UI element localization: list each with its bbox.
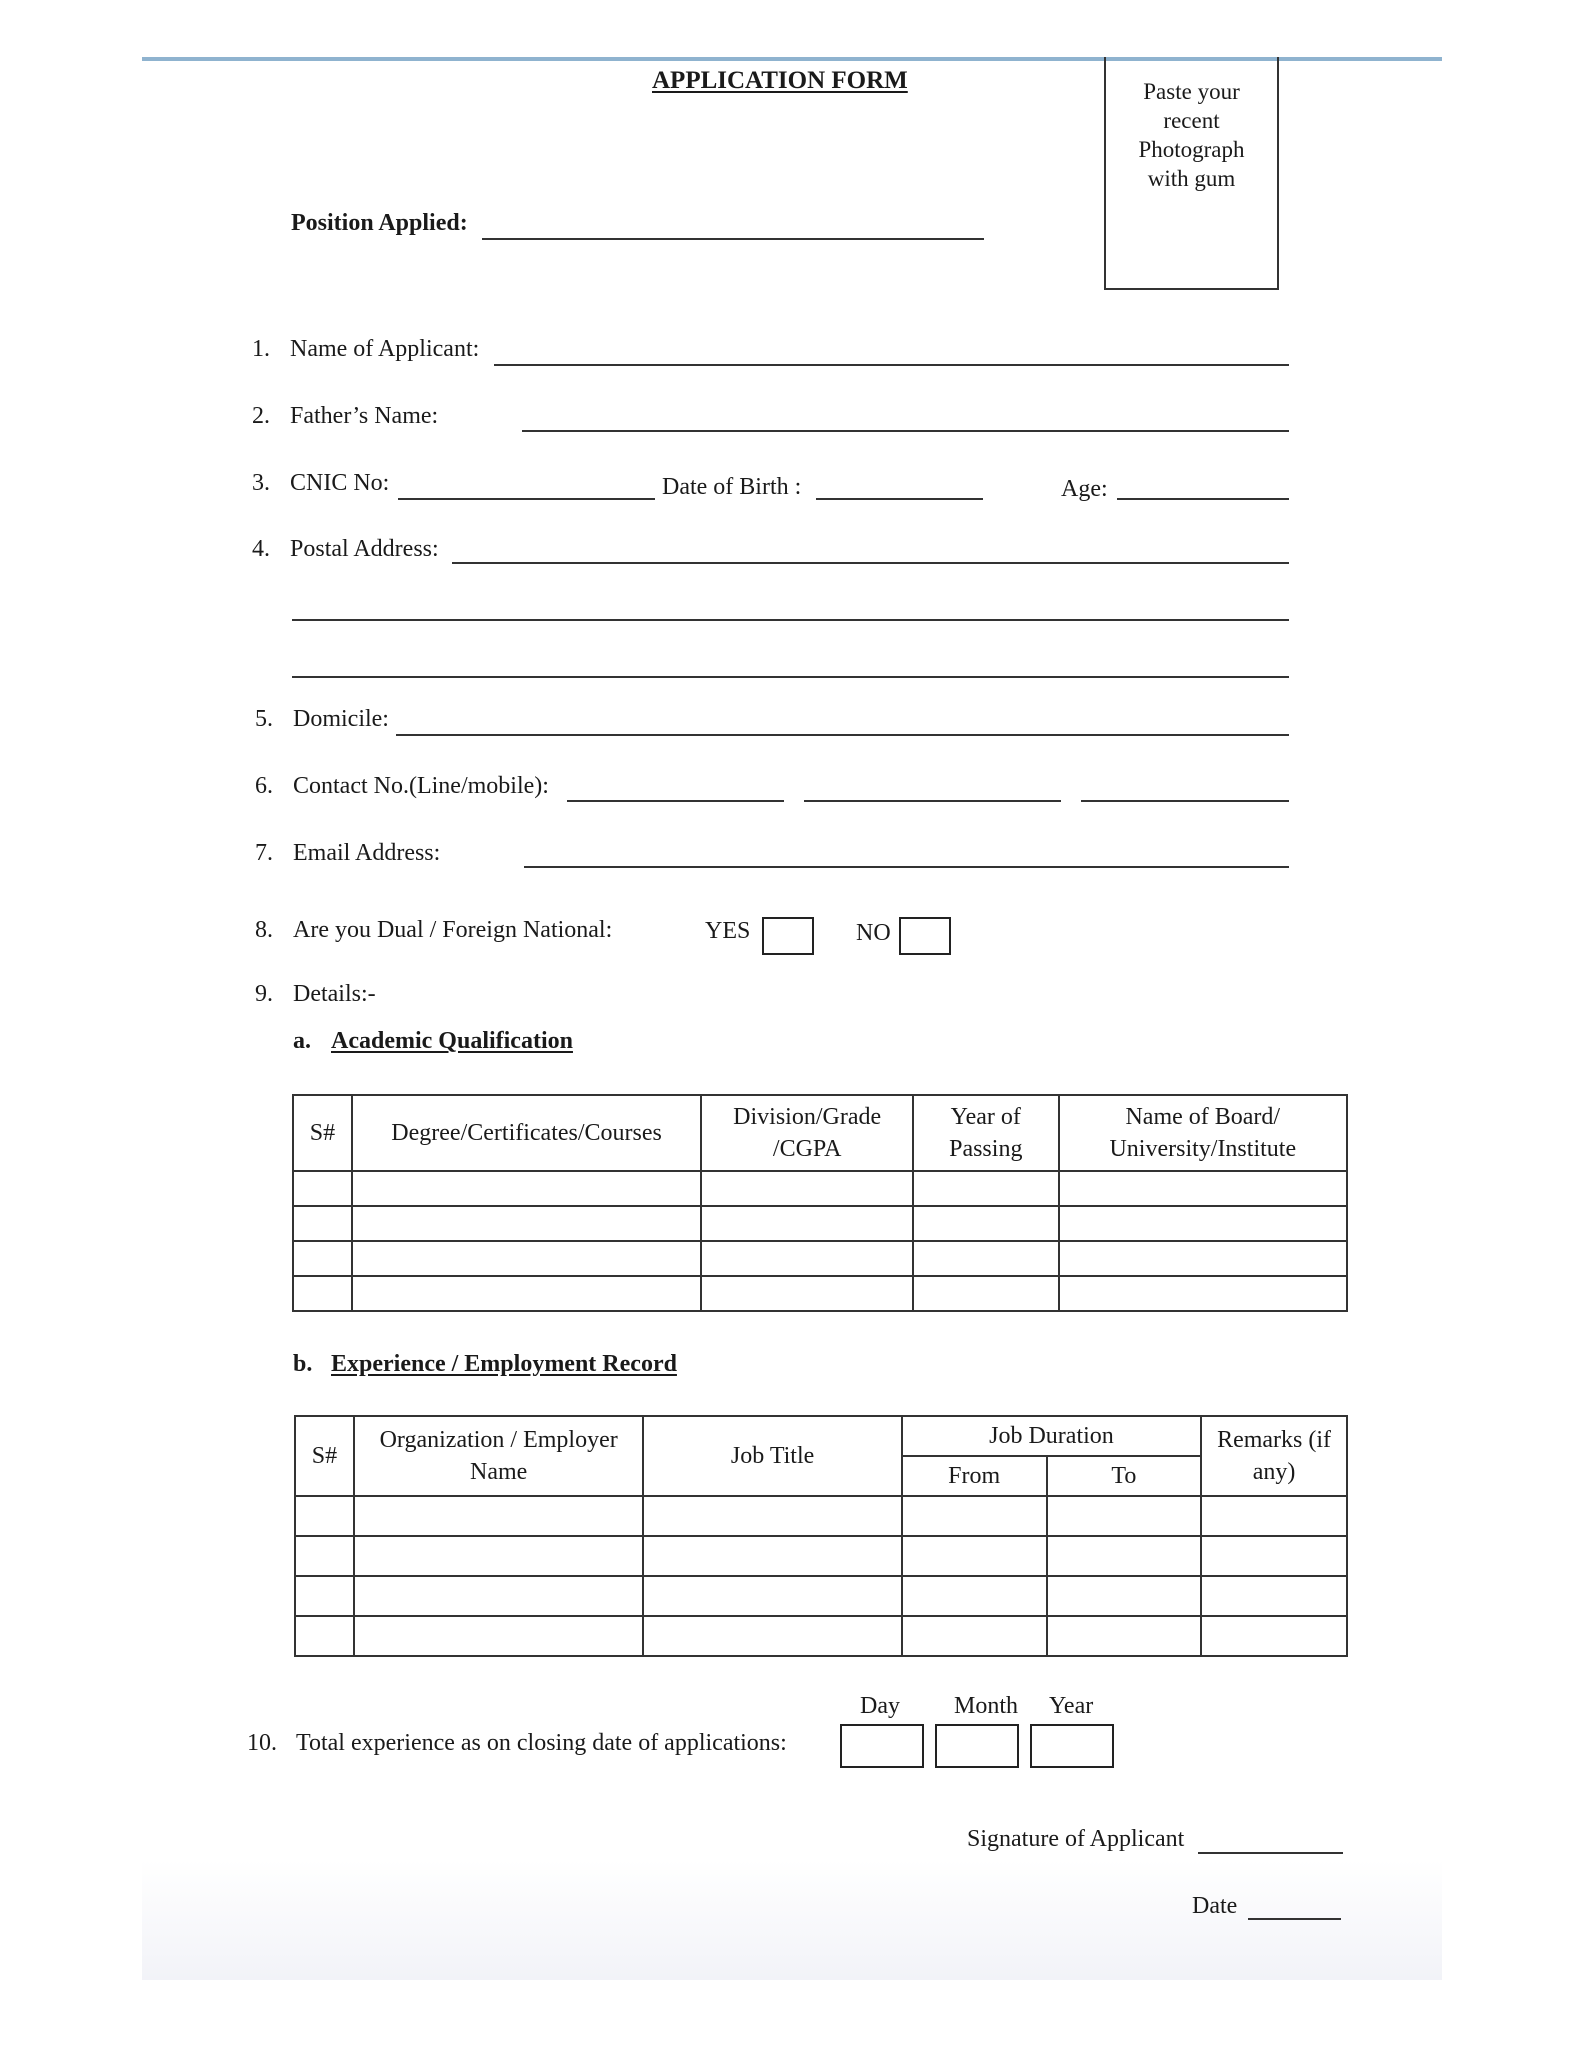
- month-input[interactable]: [935, 1724, 1019, 1768]
- scan-shadow: [142, 1860, 1442, 1980]
- photo-box[interactable]: [1104, 57, 1279, 290]
- academic-letter: a.: [293, 1028, 311, 1054]
- table-cell[interactable]: [643, 1576, 901, 1616]
- remarks-header: Remarks (if any): [1201, 1416, 1347, 1496]
- experience-table: [294, 1415, 1348, 1657]
- table-cell[interactable]: [1047, 1496, 1202, 1536]
- item-number: 8.: [255, 917, 273, 943]
- contact-field[interactable]: [567, 800, 784, 802]
- item-number: 2.: [252, 403, 270, 429]
- table-header-row: [295, 1416, 1347, 1456]
- table-cell[interactable]: [1201, 1496, 1347, 1536]
- table-cell[interactable]: [293, 1171, 352, 1206]
- father-name-label: Father’s Name:: [290, 403, 439, 429]
- table-cell[interactable]: [293, 1276, 352, 1311]
- table-cell[interactable]: [902, 1496, 1047, 1536]
- table-row: [293, 1206, 1347, 1241]
- table-cell[interactable]: [1201, 1536, 1347, 1576]
- yes-checkbox[interactable]: [762, 917, 814, 955]
- table-cell[interactable]: [293, 1241, 352, 1276]
- table-cell[interactable]: [354, 1576, 644, 1616]
- postal-address-field[interactable]: [452, 562, 1289, 564]
- table-cell[interactable]: [701, 1241, 913, 1276]
- postal-address-field[interactable]: [292, 676, 1289, 678]
- table-cell[interactable]: [902, 1576, 1047, 1616]
- dual-national-label: Are you Dual / Foreign National:: [293, 917, 613, 943]
- date-field[interactable]: [1248, 1918, 1341, 1920]
- from-header: From: [902, 1456, 1047, 1496]
- no-label: NO: [856, 920, 891, 946]
- table-header-row: [293, 1095, 1347, 1171]
- cnic-label: CNIC No:: [290, 470, 390, 496]
- job-duration-header: Job Duration: [902, 1416, 1201, 1456]
- table-cell[interactable]: [701, 1276, 913, 1311]
- table-cell[interactable]: [293, 1206, 352, 1241]
- table-row: [293, 1171, 1347, 1206]
- table-cell[interactable]: [295, 1616, 354, 1656]
- table-cell[interactable]: [1059, 1276, 1347, 1311]
- table-cell[interactable]: [701, 1171, 913, 1206]
- form-title: APPLICATION FORM: [652, 67, 908, 94]
- item-number: 5.: [255, 706, 273, 732]
- to-header: To: [1047, 1456, 1202, 1496]
- table-row: [295, 1576, 1347, 1616]
- domicile-field[interactable]: [396, 734, 1289, 736]
- table-cell[interactable]: [354, 1496, 644, 1536]
- position-applied-field[interactable]: [482, 238, 984, 240]
- dob-label: Date of Birth :: [662, 474, 802, 500]
- table-cell[interactable]: [352, 1276, 702, 1311]
- table-cell[interactable]: [1047, 1616, 1202, 1656]
- total-experience-label: Total experience as on closing date of applications:: [296, 1730, 787, 1756]
- table-cell[interactable]: [643, 1616, 901, 1656]
- table-cell[interactable]: [913, 1206, 1059, 1241]
- table-cell[interactable]: [1201, 1616, 1347, 1656]
- item-number: 4.: [252, 536, 270, 562]
- org-header: Organization / Employer Name: [354, 1416, 644, 1496]
- table-cell[interactable]: [352, 1171, 702, 1206]
- table-cell[interactable]: [902, 1616, 1047, 1656]
- age-field[interactable]: [1117, 498, 1289, 500]
- email-field[interactable]: [524, 866, 1289, 868]
- father-name-field[interactable]: [522, 430, 1289, 432]
- postal-address-label: Postal Address:: [290, 536, 439, 562]
- day-label: Day: [860, 1693, 900, 1719]
- cnic-field[interactable]: [398, 498, 655, 500]
- academic-table: [292, 1094, 1348, 1312]
- division-header: Division/Grade /CGPA: [701, 1095, 913, 1171]
- date-label: Date: [1192, 1893, 1238, 1919]
- table-cell[interactable]: [1059, 1171, 1347, 1206]
- day-input[interactable]: [840, 1724, 924, 1768]
- yes-label: YES: [705, 918, 751, 944]
- postal-address-field[interactable]: [292, 619, 1289, 621]
- details-label: Details:-: [293, 981, 376, 1007]
- degree-header: Degree/Certificates/Courses: [352, 1095, 702, 1171]
- contact-label: Contact No.(Line/mobile):: [293, 773, 549, 799]
- table-row: [295, 1536, 1347, 1576]
- item-number: 3.: [252, 470, 270, 496]
- photo-box-line: with gum: [1147, 166, 1236, 191]
- table-cell[interactable]: [913, 1171, 1059, 1206]
- table-cell[interactable]: [1047, 1536, 1202, 1576]
- signature-label: Signature of Applicant: [967, 1826, 1185, 1852]
- board-header: Name of Board/ University/Institute: [1059, 1095, 1347, 1171]
- experience-heading: Experience / Employment Record: [331, 1351, 677, 1377]
- photo-box-line: recent: [1163, 108, 1220, 133]
- table-cell[interactable]: [902, 1536, 1047, 1576]
- table-row: [295, 1496, 1347, 1536]
- experience-letter: b.: [293, 1351, 313, 1377]
- email-label: Email Address:: [293, 840, 441, 866]
- year-label: Year: [1049, 1693, 1094, 1719]
- job-title-header: Job Title: [643, 1416, 901, 1496]
- table-cell[interactable]: [352, 1206, 702, 1241]
- item-number: 10.: [247, 1730, 277, 1756]
- table-cell[interactable]: [643, 1536, 901, 1576]
- sno-header: S#: [293, 1095, 352, 1171]
- year-header: Year of Passing: [913, 1095, 1059, 1171]
- table-cell[interactable]: [352, 1241, 702, 1276]
- table-cell[interactable]: [295, 1496, 354, 1536]
- item-number: 9.: [255, 981, 273, 1007]
- table-cell[interactable]: [701, 1206, 913, 1241]
- month-label: Month: [954, 1693, 1019, 1719]
- no-checkbox[interactable]: [899, 917, 951, 955]
- item-number: 1.: [252, 336, 270, 362]
- academic-heading: Academic Qualification: [331, 1028, 573, 1054]
- table-cell[interactable]: [913, 1241, 1059, 1276]
- contact-field[interactable]: [1081, 800, 1289, 802]
- contact-field[interactable]: [804, 800, 1061, 802]
- table-cell[interactable]: [295, 1576, 354, 1616]
- table-cell[interactable]: [643, 1496, 901, 1536]
- applicant-name-field[interactable]: [494, 364, 1289, 366]
- position-applied-label: Position Applied:: [291, 210, 468, 236]
- signature-field[interactable]: [1198, 1852, 1343, 1854]
- table-cell[interactable]: [1047, 1576, 1202, 1616]
- applicant-name-label: Name of Applicant:: [290, 336, 480, 362]
- dob-field[interactable]: [816, 498, 983, 500]
- sno-header: S#: [295, 1416, 354, 1496]
- table-row: [293, 1276, 1347, 1311]
- photo-box-line: Paste your: [1143, 79, 1240, 104]
- table-cell[interactable]: [354, 1536, 644, 1576]
- item-number: 7.: [255, 840, 273, 866]
- table-cell[interactable]: [295, 1536, 354, 1576]
- table-cell[interactable]: [1059, 1241, 1347, 1276]
- table-cell[interactable]: [354, 1616, 644, 1656]
- domicile-label: Domicile:: [293, 706, 389, 732]
- year-input[interactable]: [1030, 1724, 1114, 1768]
- age-label: Age:: [1061, 476, 1108, 502]
- table-cell[interactable]: [1059, 1206, 1347, 1241]
- table-cell[interactable]: [1201, 1576, 1347, 1616]
- table-row: [293, 1241, 1347, 1276]
- table-row: [295, 1616, 1347, 1656]
- photo-box-line: Photograph: [1138, 137, 1245, 162]
- table-cell[interactable]: [913, 1276, 1059, 1311]
- item-number: 6.: [255, 773, 273, 799]
